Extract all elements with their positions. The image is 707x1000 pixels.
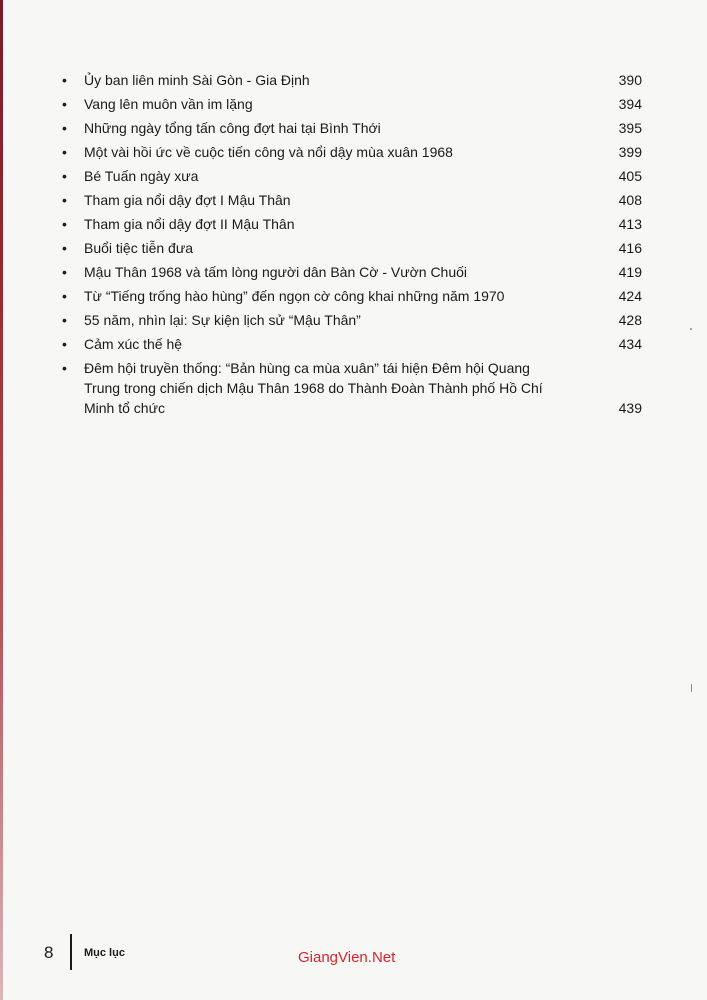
- bullet-icon: •: [62, 288, 67, 304]
- toc-entry[interactable]: [62, 214, 642, 234]
- toc-entry-page: 399: [618, 144, 642, 160]
- watermark-text: GiangVien.Net: [298, 949, 396, 966]
- toc-entry-title: Tham gia nổi dậy đợt II Mậu Thân: [84, 216, 295, 232]
- toc-entry-title: Tham gia nổi dậy đợt I Mậu Thân: [84, 192, 291, 208]
- toc-entry-title: 55 năm, nhìn lại: Sự kiện lịch sử “Mậu Thân”: [84, 312, 361, 328]
- toc-entry-title: Một vài hồi ức về cuộc tiến công và nổi dậy mùa xuân 1968: [84, 144, 453, 160]
- toc-entry-page: 394: [618, 96, 642, 112]
- toc-entry[interactable]: [62, 286, 642, 306]
- toc-entry[interactable]: [62, 358, 642, 418]
- toc-entry[interactable]: [62, 142, 642, 162]
- toc-entry-page: 424: [618, 288, 642, 304]
- bullet-icon: •: [62, 216, 67, 232]
- section-label: Mục lục: [84, 947, 125, 959]
- page-number: 8: [44, 943, 54, 962]
- toc-entry-page: 419: [618, 264, 642, 280]
- bullet-icon: •: [62, 168, 67, 184]
- toc-entry-page: 413: [618, 216, 642, 232]
- bullet-icon: •: [62, 120, 67, 136]
- toc-entry[interactable]: [62, 238, 642, 258]
- toc-entry-page: 434: [618, 336, 642, 352]
- toc-entry-page: 408: [618, 192, 642, 208]
- footer-divider: [70, 934, 72, 970]
- toc-entry[interactable]: [62, 70, 642, 90]
- toc-entry-title: Đêm hội truyền thống: “Bản hùng ca mùa xuân” tái hiện Đêm hội Quang Trung trong chiến dịch Mậu Thân 1968 do Thành Đoàn Thành phố Hồ Chí Minh tổ chức: [84, 360, 543, 416]
- toc-entry-page: 395: [618, 120, 642, 136]
- bullet-icon: •: [62, 264, 67, 280]
- toc-entry-title: Cảm xúc thế hệ: [84, 336, 183, 352]
- toc-entry-page: 439: [618, 400, 642, 416]
- toc-entry[interactable]: [62, 166, 642, 186]
- toc-entry[interactable]: [62, 118, 642, 138]
- toc-entry[interactable]: [62, 262, 642, 282]
- toc-entry-page: 390: [618, 72, 642, 88]
- bullet-icon: •: [62, 144, 67, 160]
- toc-entry-title: Buổi tiệc tiễn đưa: [84, 240, 193, 256]
- scan-speck: [691, 684, 692, 692]
- toc-entry-title: Mậu Thân 1968 và tấm lòng người dân Bàn Cờ - Vườn Chuối: [84, 264, 468, 280]
- toc-entry-page: 428: [618, 312, 642, 328]
- toc-entry-title: Từ “Tiếng trống hào hùng” đến ngọn cờ công khai những năm 1970: [84, 288, 505, 304]
- toc-entry-page: 405: [618, 168, 642, 184]
- bullet-icon: •: [62, 192, 67, 208]
- toc-entry-title: Vang lên muôn vần im lặng: [84, 96, 253, 112]
- bullet-icon: •: [62, 96, 67, 112]
- toc-entry[interactable]: [62, 310, 642, 330]
- bullet-icon: •: [62, 360, 67, 376]
- bullet-icon: •: [62, 72, 67, 88]
- toc-entry-page: 416: [618, 240, 642, 256]
- page-edge-accent: [0, 0, 3, 1000]
- toc-entry-title: Bé Tuấn ngày xưa: [84, 168, 199, 184]
- toc-entry[interactable]: [62, 334, 642, 354]
- toc-entry-title: Những ngày tổng tấn công đợt hai tại Bình Thới: [84, 120, 381, 136]
- toc-entry[interactable]: [62, 94, 642, 114]
- toc-entry-title: Ủy ban liên minh Sài Gòn - Gia Định: [84, 72, 310, 88]
- bullet-icon: •: [62, 312, 67, 328]
- bullet-icon: •: [62, 336, 67, 352]
- bullet-icon: •: [62, 240, 67, 256]
- toc-entry[interactable]: [62, 190, 642, 210]
- scan-speck: [690, 328, 692, 330]
- table-of-contents: [62, 70, 642, 422]
